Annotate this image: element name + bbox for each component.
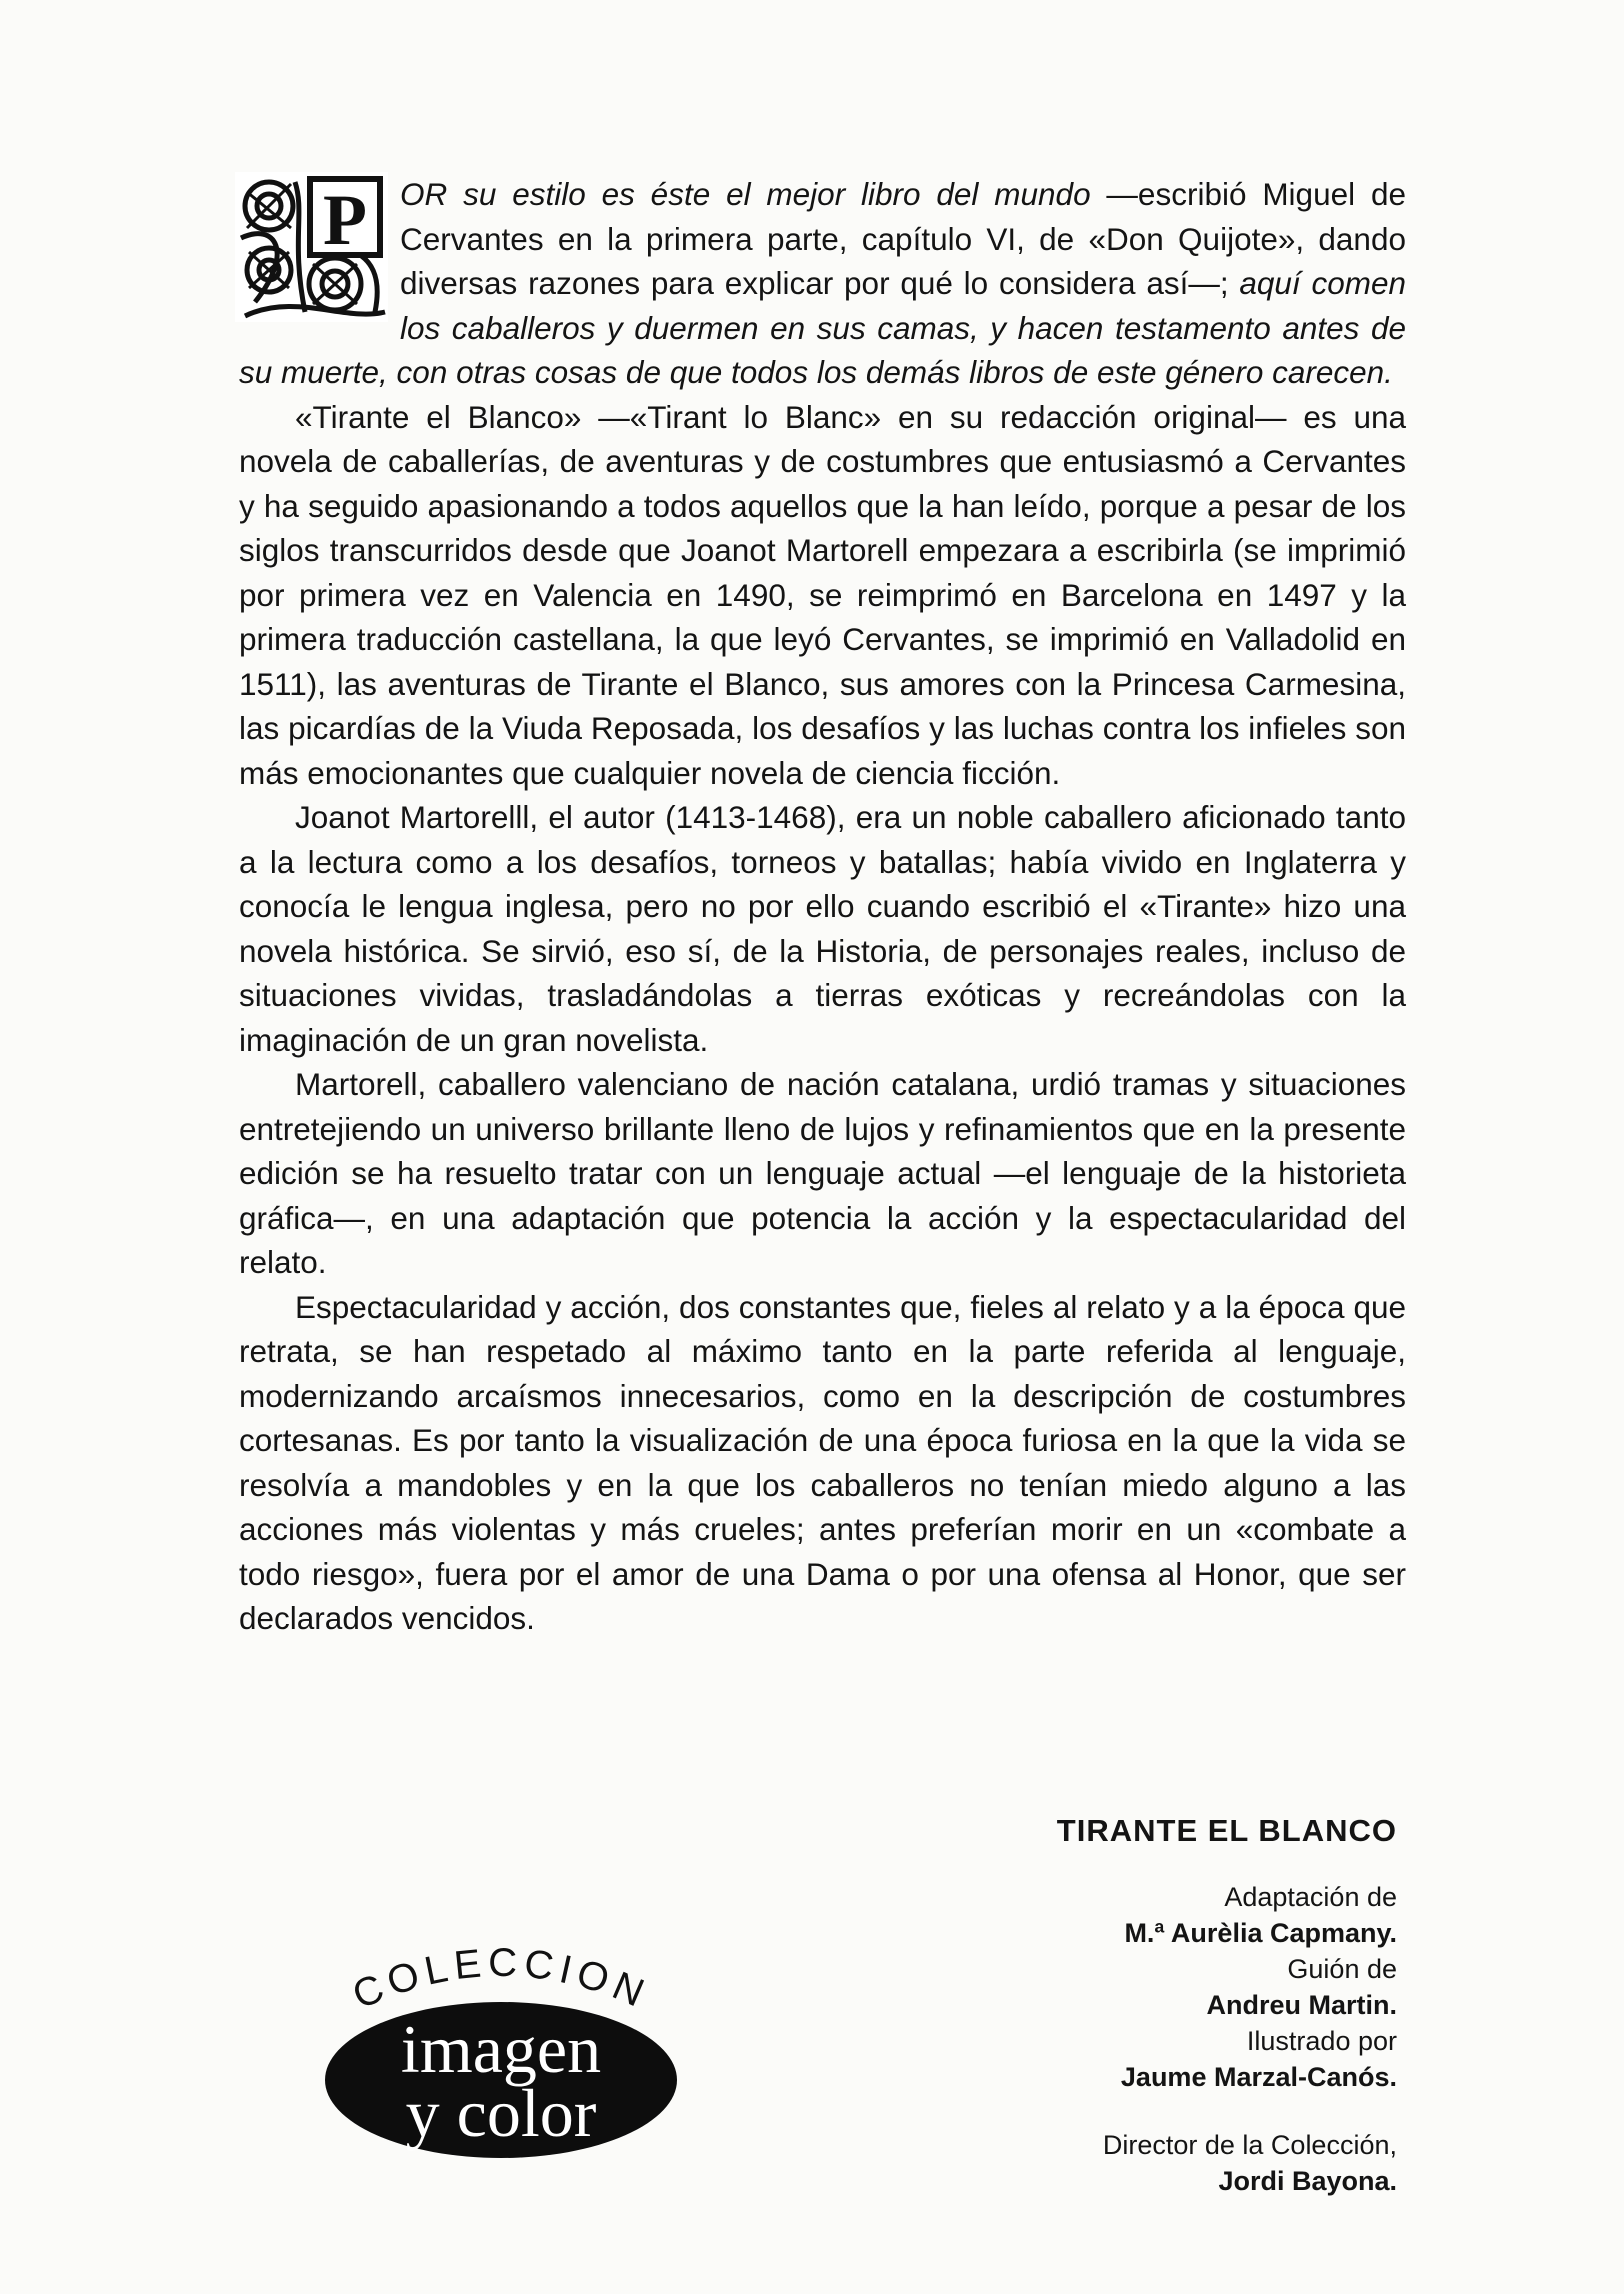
collection-logo [316,1900,686,2160]
credit-role-script: Guión de [1287,1954,1397,1984]
logo-line1: imagen [400,2011,602,2087]
credit-role-adaptation: Adaptación de [1224,1882,1397,1912]
preface-text [239,172,1406,1641]
credits-block [877,1813,1397,2199]
body-paragraph: «Tirante el Blanco» —«Tirant lo Blanc» en su redacción original— es una novela de caballerías, de aventuras y de costumbres que entusiasmó a Cervantes y ha seguido apasionando a todos aquellos que la han leído, porque a pesar de los siglos transcurridos desde que Joanot Martorell empezara a escribirla (se imprimió por primera vez en Valencia en 1490, se reimprimó en Barcelona en 1497 y la primera traducción castellana, la que leyó Cervantes, se imprimió en Valladolid en 1511), las aventuras de Tirante el Blanco, sus amores con la Princesa Carmesina, las picardías de la Viuda Reposada, los desafíos y las luchas contra los infieles son más emocionantes que cualquier novela de ciencia ficción. [239,398,1406,791]
logo-line2: y color [405,2075,597,2151]
credit-person-script: Andreu Martin. [1206,1990,1397,2020]
intro-lead-italic: OR su estilo es éste el mejor libro del mundo [400,176,1091,212]
logo-arc-text: COLECCION [346,1940,656,2018]
intro-quote-italic: aquí comen los caballeros y duermen en sus camas, y hacen testamento antes de su muerte, con otras cosas de que todos los demás libros de este género carecen. [239,265,1407,390]
credit-person-adaptation: M.ª Aurèlia Capmany. [1124,1918,1397,1948]
credit-role-director: Director de la Colección, [1102,2130,1397,2160]
credit-person-director: Jordi Bayona. [1218,2166,1397,2196]
intro-paragraph [239,172,1406,395]
credits-book-title: TIRANTE EL BLANCO [1056,1813,1397,1848]
body-paragraph: Martorell, caballero valenciano de nación catalana, urdió tramas y situaciones entretejiendo un universo brillante lleno de lujos y refinamientos que en la presente edición se ha resuelto tratar con un lenguaje actual —el lenguaje de la historieta gráfica—, en una adaptación que potencia la acción y la espectacularidad del relato. [239,1066,1406,1280]
credit-role-illustration: Ilustrado por [1246,2026,1397,2056]
ornamental-initial [235,172,388,322]
intro-lead-normal: —escribió Miguel de Cervantes en la primera parte, capítulo VI, de «Don Quijote», dando diversas razones para explicar por qué lo considera así—; [400,176,1406,301]
svg-text:P: P [323,180,367,260]
credit-person-illustration: Jaume Marzal-Canós. [1120,2062,1397,2092]
ornament-knot-icon [235,172,388,322]
body-paragraph: Espectacularidad y acción, dos constantes que, fieles al relato y a la época que retrata, se han respetado al máximo tanto en la parte referida al lenguaje, modernizando arcaísmos innecesarios, como en la descripción de costumbres cortesanas. Es por tanto la visualización de una época furiosa en la que la vida se resolvía a mandobles y en la que los caballeros no tenían miedo alguno a las acciones más violentas y más crueles; antes preferían morir en un «combate a todo riesgo», fuera por el amor de una Dama o por una ofensa al Honor, que ser declarados vencidos. [239,1288,1406,1636]
body-paragraph: Joanot Martorelll, el autor (1413-1468), era un noble caballero aficionado tanto a la lectura como a los desafíos, torneos y batallas; había vivido en Inglaterra y conocía le lengua inglesa, pero no por ello cuando escribió el «Tirante» hizo una novela histórica. Se sirvió, eso sí, de la Historia, de personajes reales, incluso de situaciones vividas, trasladándolas a tierras exóticas y recreándolas con la imaginación de un gran novelista. [239,799,1406,1058]
